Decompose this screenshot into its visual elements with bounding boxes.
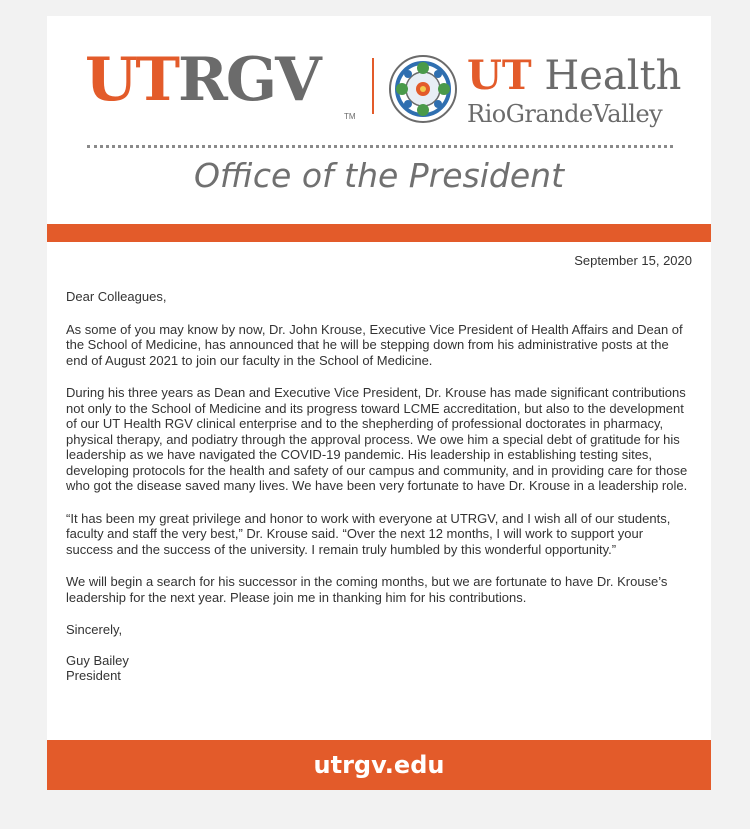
logo-divider xyxy=(372,58,374,114)
signature-block xyxy=(66,622,690,684)
uthealth-health: Health xyxy=(531,53,682,99)
signer-title: President xyxy=(66,668,121,683)
uthealth-medallion-icon xyxy=(388,54,458,124)
letter-paragraph: “It has been my great privilege and honor to work with everyone at UTRGV, and I wish all of our students, faculty and staff the very best,” Dr. Krouse said. “Over the next 12 months, I will work to support your success and the success of the university. I remain truly humbled by this wonderful opportunity.” xyxy=(66,510,671,557)
office-title: Office of the President xyxy=(193,156,565,195)
utrgv-logo xyxy=(85,45,320,115)
letter-body xyxy=(66,289,690,684)
letter-paragraph: As some of you may know by now, Dr. John Krouse, Executive Vice President of Health Affairs and Dean of the School of Medicine, has announced that he will be stepping down from his administrative posts at the end of August 2021 to join our faculty in the School of Medicine. xyxy=(66,321,683,368)
letterhead xyxy=(47,16,711,224)
utrgv-logo-rgv: RGV xyxy=(177,45,320,115)
letter-greeting: Dear Colleagues, xyxy=(66,289,167,304)
letter-closing: Sincerely, xyxy=(66,622,123,637)
uthealth-ut: UT xyxy=(467,52,532,99)
header-orange-band xyxy=(47,224,711,242)
letter-card xyxy=(47,16,711,790)
signer-name: Guy Bailey xyxy=(66,652,129,668)
letter-paragraph: We will begin a search for his successor in the coming months, but we are fortunate to have Dr. Krouse’s leadership for the next year. Please join me in thanking him for his contributions. xyxy=(66,574,668,605)
dotted-divider xyxy=(87,145,673,148)
letter-date: September 15, 2020 xyxy=(574,253,692,268)
uthealth-wordmark xyxy=(467,52,682,99)
trademark: TM xyxy=(344,112,356,121)
footer-url-link[interactable]: utrgv.edu xyxy=(313,751,445,779)
utrgv-logo-ut: UT xyxy=(85,45,178,115)
uthealth-region: RioGrandeValley xyxy=(467,100,663,128)
footer-band xyxy=(47,740,711,790)
letter-paragraph: During his three years as Dean and Executive Vice President, Dr. Krouse has made significant contributions not only to the School of Medicine and its progress toward LCME accreditation, but also to the development of our UT Health RGV clinical enterprise and to the shepherding of professional doctorates in pharmacy, physical therapy, and podiatry through the approval process. We owe him a special debt of gratitude for his leadership as we have navigated the COVID-19 pandemic. His leadership in establishing testing sites, developing protocols for the health and safety of our campus and community, and in providing care for those who got the disease saved many lives. We have been very fortunate to have Dr. Krouse in a leadership role. xyxy=(66,385,688,493)
